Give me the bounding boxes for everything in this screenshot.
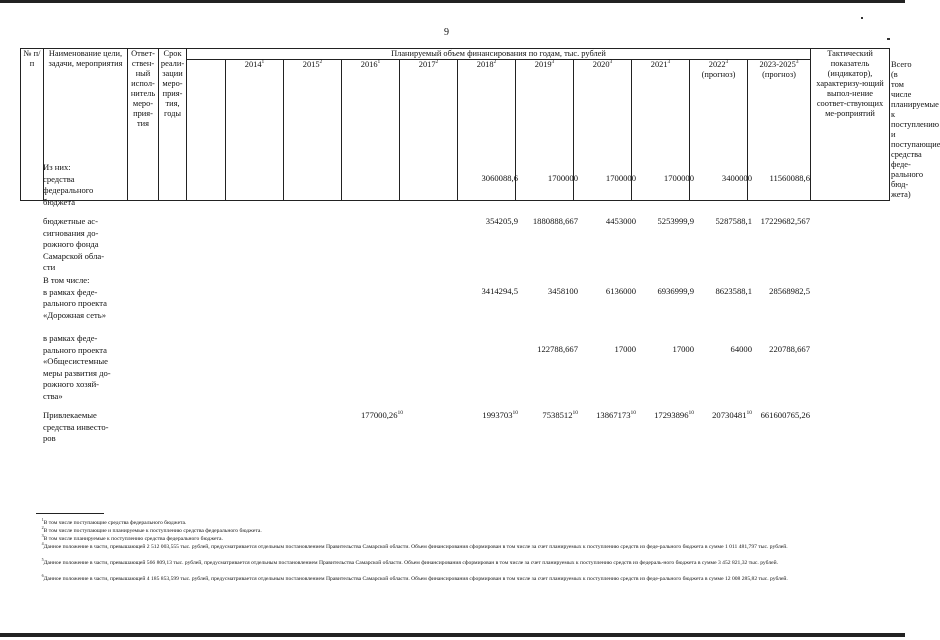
value-2020: 3458100: [547, 286, 578, 296]
row-label: Из них: средства федерального бюджета: [43, 162, 94, 207]
row-label: в рамках феде- рального проекта «Общесистемные меры развития до- рожного хозяй- ства»: [43, 333, 111, 401]
value-2021: 4453000: [605, 216, 636, 226]
scan-dot: [887, 38, 890, 40]
footnote-separator: [36, 513, 104, 514]
value-2023: 20730481$^{10}$: [712, 410, 752, 420]
header-year-2019: 2019$^3$: [516, 60, 574, 201]
header-indicator: Тактический показатель (индикатор), характеризу-ющий выпол-нение соответ-ствующих ме-роприятий: [811, 49, 890, 201]
footnote: $^5$Данное положение в части, превышающей 566 809,13 тыс. рублей, предусматривается отдельным постановлением Правительства Самарской области. Объем финансирования сформирован в том числе за счет планируемых к поступлению средств из федераль-ного бюджета в сумме 3 452 821,32 тыс. рублей.: [41, 557, 779, 566]
header-year-2022: 2022$^3$ (прогноз): [690, 60, 748, 201]
header-year-2023-2025: 2023-2025$^3$ (прогноз): [748, 60, 811, 201]
value-2021: 6136000: [605, 286, 636, 296]
footnote: $^6$Данное положение в части, превышающей 4 185 853,599 тыс. рублей, предусматривается отдельным постановлением Правительства Самарской области. Объем финансирования сформирован в том числе за счет планируемых к поступлению средств из феде-рального бюджета в сумме 12 008 285,82 тыс. рублей.: [41, 573, 788, 582]
value-2019: 3414294,5: [481, 286, 518, 296]
header-responsible: Ответ-ствен-ный испол-нитель меро-прия-тия: [128, 49, 159, 201]
row-label: бюджетные ас- сигнования до- рожного фонда Самарской обла- сти: [43, 216, 105, 272]
scan-dot: [861, 17, 863, 19]
footnote: $^4$Данное положение в части, превышающей 2 512 003,555 тыс. рублей, предусматривается отдельным постановлением Правительства Самарской области. Объем финансирования сформирован в том числе за счет планируемых к поступлению средств из феде-рального бюджета в сумме 1 011 481,797 тыс. рублей.: [41, 541, 788, 550]
header-planned: Планируемый объем финансирования по годам, тыс. рублей: [187, 49, 811, 60]
row-label: Привлекаемые средства инвесто- ров: [43, 410, 109, 443]
value-total: 661600765,26: [760, 410, 810, 420]
value-2021: 17000: [614, 344, 636, 354]
header-year-2014: 2014$^1$: [226, 60, 284, 201]
value-2019: 354205,9: [485, 216, 518, 226]
value-2020: 1700000: [547, 173, 578, 183]
value-2020: 7538512$^{10}$: [542, 410, 578, 420]
value-2023: 8623588,1: [715, 286, 752, 296]
value-2021: 1700000: [605, 173, 636, 183]
header-name: Наименование цели, задачи, мероприятия: [44, 49, 128, 201]
value-2022: 6936999,9: [657, 286, 694, 296]
header-number: № п/п: [21, 49, 44, 201]
header-year-2016: 2016$^1$: [342, 60, 400, 201]
value-2019: 3060088,6: [481, 173, 518, 183]
header-year-2017: 2017$^2$: [400, 60, 458, 201]
header-spacer: [187, 60, 226, 201]
financing-table-header: № п/п Наименование цели, задачи, мероприятия Ответ-ствен-ный испол-нитель меро-прия-тия Срок реали-зации меро-прия-тия, годы Планируемый объем финансирования по годам, тыс. рублей Тактический показатель (индикатор), характеризу-ющий выпол-нение соответ-ствующих ме-роприятий 2014$^1$ 2015$^2$ 2016$^1$ 2017$^2$ 2018$^2$ 2019$^3$ 2020$^3$ 2021$^3$ 2022$^3$ (прогноз) 2023-2025$^3$ (прогноз) Всего (в том числе планируемые к поступлению и поступающие средства феде-рального бюд-жета): [20, 48, 890, 201]
header-year-2015: 2015$^2$: [284, 60, 342, 201]
value-total: 11560088,6: [769, 173, 810, 183]
value-total: 28568982,5: [769, 286, 810, 296]
value-2020: 1880888,667: [532, 216, 578, 226]
footnote: $^1$В том числе поступающие средства федерального бюджета.: [41, 517, 187, 526]
row-label: В том числе: в рамках феде- рального проекта «Дорожная сеть»: [43, 275, 107, 320]
value-2019: 1993703$^{10}$: [482, 410, 518, 420]
header-year-2020: 2020$^3$: [574, 60, 632, 201]
header-year-2018: 2018$^2$: [458, 60, 516, 201]
header-year-2021: 2021$^3$: [632, 60, 690, 201]
value-2022: 1700000: [663, 173, 694, 183]
value-2023: 5287588,1: [715, 216, 752, 226]
value-2022: 17293896$^{10}$: [654, 410, 694, 420]
value-2020: 122788,667: [537, 344, 578, 354]
value-total: 220788,667: [769, 344, 810, 354]
value-2023: 3400000: [721, 173, 752, 183]
value-2021: 13867173$^{10}$: [596, 410, 636, 420]
footnote: $^3$В том числе планируемые к поступлению средства федерального бюджета.: [41, 533, 223, 542]
value-total: 17229682,567: [760, 216, 810, 226]
footnote: $^2$В том числе поступающие и планируемые к поступлению средства федерального бюджета.: [41, 525, 262, 534]
bottom-border: [0, 633, 905, 637]
header-term: Срок реали-зации меро-прия-тия, годы: [159, 49, 187, 201]
value-2022: 17000: [672, 344, 694, 354]
value-2023: 64000: [730, 344, 752, 354]
value-2017: 177000,26$^{10}$: [360, 410, 403, 420]
page-number: 9: [444, 27, 449, 38]
value-2022: 5253999,9: [657, 216, 694, 226]
top-border: [0, 0, 905, 3]
